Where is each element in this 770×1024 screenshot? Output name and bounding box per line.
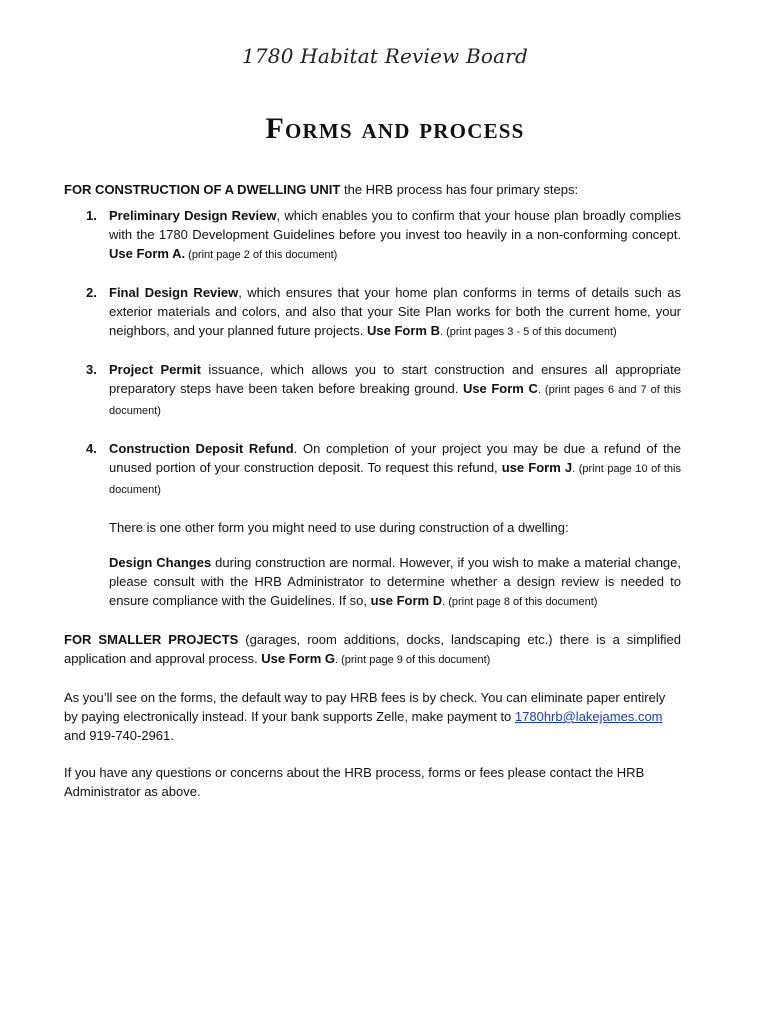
dwelling-intro: [64, 180, 681, 199]
step-desc: , which enables you to confirm that your house plan broadly complies with the 1780 Development Guidelines before you invest too heavily in a non-conforming concept.: [109, 208, 681, 242]
steps-list: [64, 206, 681, 500]
smaller-projects: [64, 630, 681, 670]
design-changes: [64, 553, 681, 612]
step-print-note: . (print page 10 of this document): [109, 463, 681, 496]
step-desc: . On completion of your project you may be due a refund of the unused portion of your construction deposit. To request this refund,: [109, 441, 682, 475]
step-form: use Form J: [501, 460, 573, 475]
dwelling-intro-heading: FOR CONSTRUCTION OF A DWELLING UNIT: [64, 182, 341, 197]
email-link[interactable]: 1780hrb@lakejames.com: [514, 709, 663, 724]
step-number: 4.: [86, 441, 97, 456]
step-form: Use Form B: [367, 323, 440, 338]
step-name: Preliminary Design Review: [109, 208, 277, 223]
step-form: Use Form C: [462, 381, 538, 396]
step-print-note: (print page 2 of this document): [185, 249, 338, 261]
step-item-4: [64, 439, 681, 500]
page-header: 1780 Habitat Review Board: [241, 44, 529, 68]
step-number: 3.: [86, 362, 97, 377]
smaller-projects-heading: FOR SMALLER PROJECTS: [64, 632, 239, 647]
step-name: Project Permit: [109, 362, 201, 377]
step-item-3: [64, 360, 681, 421]
step-name: Final Design Review: [109, 285, 239, 300]
design-changes-name: Design Changes: [109, 555, 212, 570]
step-item-1: [64, 206, 681, 265]
step-item-2: [64, 283, 681, 342]
design-changes-print-note: . (print page 8 of this document): [442, 596, 598, 608]
payment-text: As you’ll see on the forms, the default way to pay HRB fees is by check. You can eliminate paper entirely by paying electronically instead. If your bank supports Zelle, make payment to: [64, 690, 666, 724]
dwelling-intro-text: the HRB process has four primary steps:: [340, 182, 579, 197]
step-print-note: . (print pages 3 - 5 of this document): [439, 326, 617, 338]
step-number: 1.: [86, 208, 97, 223]
smaller-projects-desc: (garages, room additions, docks, landscaping etc.) there is a simplified application and approval process.: [64, 632, 681, 666]
contact-info: If you have any questions or concerns about the HRB process, forms or fees please contact the HRB Administrator as above.: [64, 765, 645, 799]
step-name: Construction Deposit Refund: [109, 441, 294, 456]
step-desc: , which ensures that your home plan conforms in terms of details such as exterior materials and colors, and also that your Site Plan works for both the current home, your neighbors, and your planned future projects.: [109, 285, 681, 338]
payment-info: [64, 688, 681, 745]
other-form-note: There is one other form you might need to use during construction of a dwelling:: [109, 520, 569, 535]
design-changes-form: use Form D: [370, 593, 443, 608]
step-print-note: . (print pages 6 and 7 of this document): [109, 384, 681, 417]
smaller-projects-print-note: . (print page 9 of this document): [334, 654, 491, 666]
step-desc: issuance, which allows you to start construction and ensures all appropriate preparatory steps have been taken before breaking ground.: [109, 362, 681, 396]
step-form: Use Form A.: [109, 246, 186, 261]
step-number: 2.: [86, 285, 97, 300]
payment-phone: and 919-740-2961.: [64, 728, 174, 743]
design-changes-desc: during construction are normal. However, if you wish to make a material change, please consult with the HRB Administrator to determine whether a design review is needed to ensure compliance with the Guidelines. If so,: [109, 555, 681, 608]
page-title: Forms and process: [265, 112, 525, 145]
document-body: [64, 180, 681, 819]
smaller-projects-form: Use Form G: [261, 651, 335, 666]
